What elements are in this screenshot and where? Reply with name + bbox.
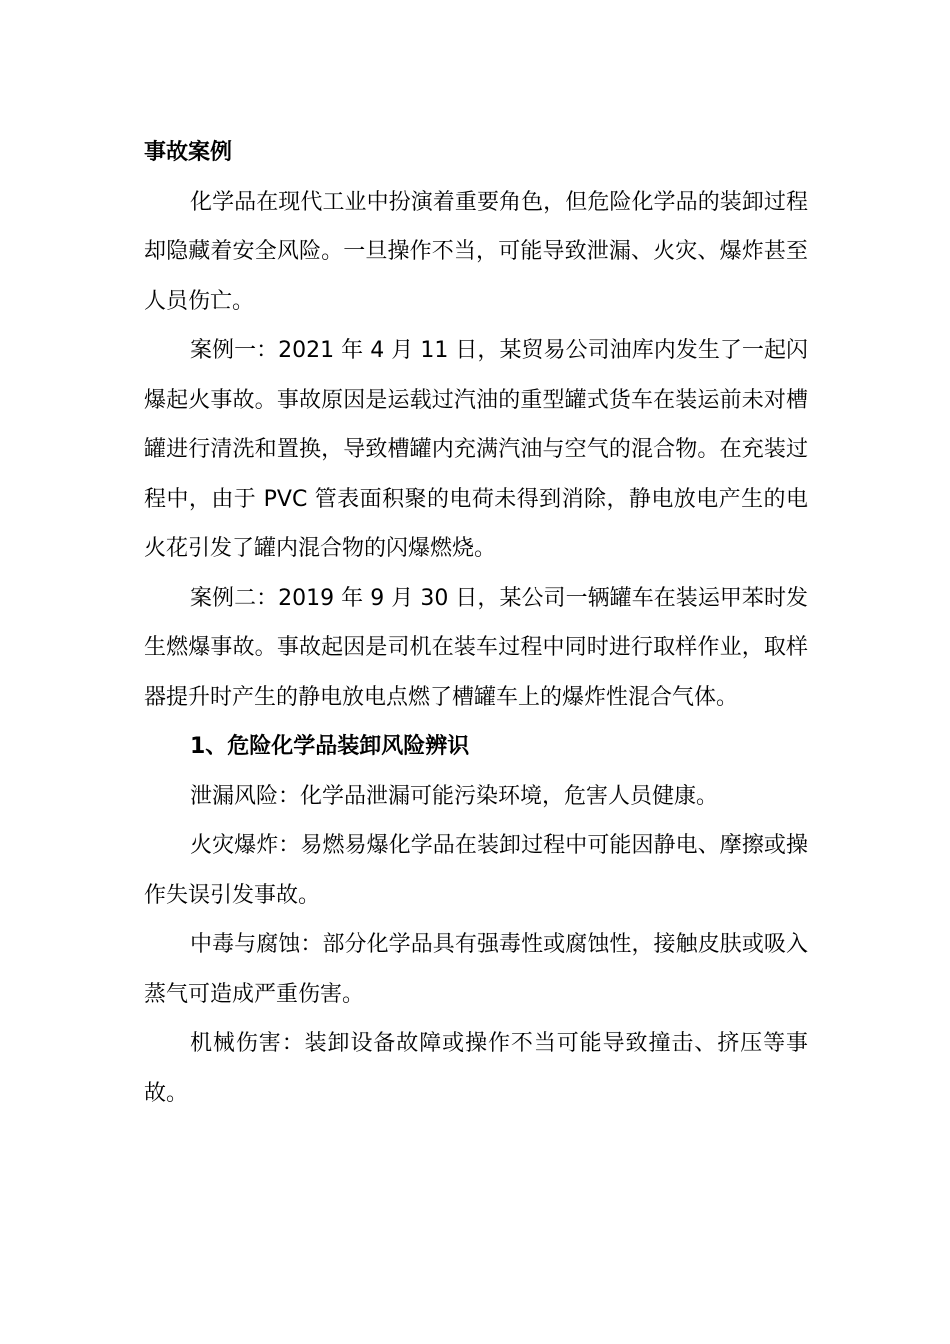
document-page (144, 128, 808, 1118)
case-two-paragraph: 案例二：2019 年 9 月 30 日，某公司一辆罐车在装运甲苯时发生燃爆事故。事故起因是司机在装车过程中同时进行取样作业，取样器提升时产生的静电放电点燃了槽罐车上的爆炸性混合气体。 (144, 585, 808, 710)
risk-fire-paragraph: 火灾爆炸：易燃易爆化学品在装卸过程中可能因静电、摩擦或操作失误引发事故。 (144, 833, 808, 908)
section-one-heading: 1、危险化学品装卸风险辨识 (190, 734, 470, 759)
risk-poison-paragraph: 中毒与腐蚀：部分化学品具有强毒性或腐蚀性，接触皮肤或吸入蒸气可造成严重伤害。 (144, 932, 808, 1007)
risk-leak-paragraph: 泄漏风险：化学品泄漏可能污染环境，危害人员健康。 (190, 783, 719, 809)
document-title: 事故案例 (144, 140, 233, 165)
risk-mechanical-paragraph: 机械伤害：装卸设备故障或操作不当可能导致撞击、挤压等事故。 (144, 1031, 808, 1106)
intro-paragraph: 化学品在现代工业中扮演着重要角色，但危险化学品的装卸过程却隐藏着安全风险。一旦操作不当，可能导致泄漏、火灾、爆炸甚至人员伤亡。 (144, 189, 808, 314)
case-one-paragraph: 案例一：2021 年 4 月 11 日，某贸易公司油库内发生了一起闪爆起火事故。事故原因是运载过汽油的重型罐式货车在装运前未对槽罐进行清洗和置换，导致槽罐内充满汽油与空气的混合物。在充装过程中，由于 PVC 管表面积聚的电荷未得到消除，静电放电产生的电火花引发了罐内混合物的闪爆燃烧。 (144, 338, 808, 561)
